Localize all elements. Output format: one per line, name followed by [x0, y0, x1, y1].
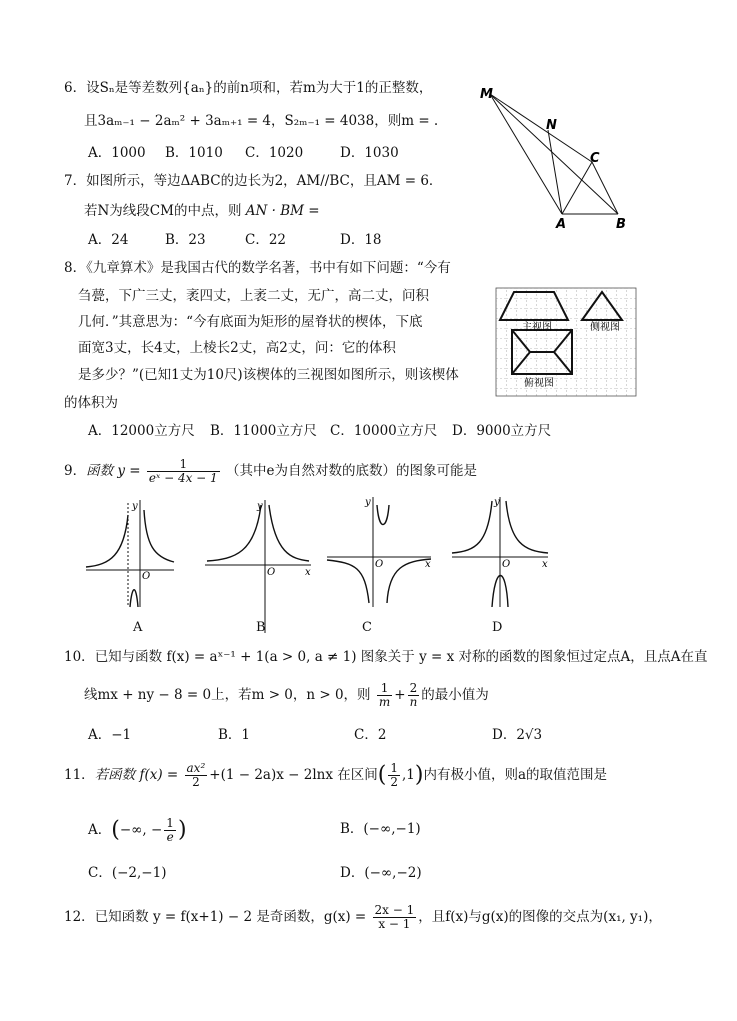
q8-stem-2: 刍甍，下广三丈，袤四丈，上袤二丈，无广，高二丈，问积: [78, 288, 429, 304]
q11-option-a: A．(−∞, − $\frac{1}{e}$ ): [88, 816, 187, 844]
q12-frac-den: x − 1: [378, 917, 411, 931]
q11-interval-num: 1: [390, 761, 398, 775]
y-axis-label: y: [494, 497, 500, 508]
q10-fraction-1: [377, 682, 392, 709]
graph-b-label: B: [256, 620, 266, 635]
q11-option-d: D．(−∞,−2): [340, 865, 422, 881]
x-axis-label: x: [305, 567, 311, 578]
q6-option-d: D．1030: [340, 145, 399, 161]
q7-stem-2: 若N为线段CM的中点，则: [84, 203, 242, 219]
q8-option-b: B．11000立方尺: [210, 423, 317, 439]
q8-stem-4: 面宽3丈，长4丈，上棱长2丈，高2丈，问：它的体积: [78, 340, 396, 356]
q10-stem-3: 的最小值为: [421, 687, 489, 703]
q9-suffix: （其中e为自然对数的底数）的图象可能是: [225, 463, 477, 479]
q11-option-c: C．(−2,−1): [88, 865, 167, 881]
q7-line2: [84, 202, 320, 220]
graph-a: [80, 495, 176, 610]
q6-option-b: B．1010: [165, 145, 223, 161]
graph-c-label: C: [362, 620, 372, 635]
front-view-label: 主视图: [522, 322, 552, 333]
q8-stem-3: 几何．”其意思为：“今有底面为矩形的屋脊状的楔体，下底: [78, 314, 423, 330]
q10-option-c: C．2: [354, 727, 387, 743]
q11-frac-den: 2: [192, 775, 200, 789]
q11-option-a-den: e: [166, 830, 174, 844]
q8-option-a: A．12000立方尺: [88, 423, 195, 439]
q11-interval-fraction: [388, 762, 400, 789]
q9-prefix: 函数 y =: [86, 463, 141, 479]
triangle-figure: [480, 84, 630, 234]
q10-frac1-den: m: [378, 695, 391, 709]
q9-frac-den: eˣ − 4x − 1: [148, 471, 218, 485]
label-a: A: [556, 217, 567, 232]
q9-line1: [64, 458, 477, 485]
q10-frac2-den: n: [409, 695, 418, 709]
q6-stem-1: 设Sₙ是等差数列{aₙ}的前n项和，若m为大于1的正整数，: [86, 80, 433, 96]
q10-plus: +: [394, 687, 406, 703]
q6-option-c: C．1020: [245, 145, 304, 161]
q7-option-a: A．24: [88, 232, 129, 248]
q7-option-d: D．18: [340, 232, 382, 248]
q11-line1: 11．若函数 f(x) = $\frac{\text{ax²}}{2}$ +(1 − 2a)x − 2lnx 在区间( $\frac{1}{2}$ ,1)内有极小值，则a的取值范围是: [64, 761, 608, 789]
q10-stem-2: 线mx + ny − 8 = 0上，若m > 0，n > 0，则: [84, 687, 371, 703]
graph-b: [205, 495, 315, 635]
q8-stem-6: 的体积为: [64, 395, 118, 411]
graph-d: [450, 495, 550, 610]
q7-option-b: B．23: [165, 232, 206, 248]
q11-interval-den: 2: [390, 775, 398, 789]
q8-number: 8．: [64, 260, 87, 276]
q10-stem-1: 已知与函数 f(x) = aˣ⁻¹ + 1(a > 0, a ≠ 1) 图象关于 y = x 对称的函数的图象恒过定点A，且点A在直: [94, 649, 708, 665]
q9-frac-num: 1: [147, 458, 220, 472]
origin-label: O: [502, 559, 511, 570]
q8-option-d: D．9000立方尺: [452, 423, 552, 439]
segment-ac: [562, 162, 592, 214]
q6-number: 6．: [64, 80, 87, 96]
q11-fraction: [185, 762, 208, 789]
segment-mc: [490, 94, 592, 162]
q11-middle: +(1 − 2a)x − 2lnx 在区间: [209, 767, 378, 783]
q11-option-a-num: 1: [166, 816, 174, 830]
segment-bc: [592, 162, 618, 214]
y-axis-label: y: [365, 497, 371, 508]
q7-line1: [64, 172, 442, 190]
q7-stem-1: 如图所示，等边ΔABC的边长为2，AM//BC，且AM = 6．: [86, 173, 443, 189]
q10-line2: [84, 682, 489, 709]
q6-stem-2: 且3aₘ₋₁ − 2aₘ² + 3aₘ₊₁ = 4，S₂ₘ₋₁ = 4038，则m = .: [84, 113, 439, 129]
three-view-figure: [496, 288, 636, 396]
q8-stem-5: 是多少？”(已知1丈为10尺)该楔体的三视图如图所示，则该楔体: [78, 367, 459, 383]
q12-suffix: ，且f(x)与g(x)的图像的交点为(x₁, y₁)，: [418, 909, 662, 925]
q11-interval-end: ,1: [401, 767, 415, 783]
q8-option-c: C．10000立方尺: [330, 423, 438, 439]
q12-fraction: [373, 904, 417, 931]
q8-stem-1: 《九章算术》是我国古代的数学名著，书中有如下问题：“今有: [86, 260, 451, 276]
label-b: B: [616, 217, 626, 232]
q10-option-a: A．−1: [88, 727, 132, 743]
q12-frac-num: 2x − 1: [374, 903, 415, 917]
q9-fraction: [147, 458, 220, 485]
origin-label: O: [267, 567, 276, 578]
label-c: C: [590, 151, 600, 166]
q12-prefix: 已知函数 y = f(x+1) − 2 是奇函数，g(x) =: [94, 909, 367, 925]
q10-frac1-num: 1: [377, 682, 392, 696]
origin-label: O: [142, 571, 151, 582]
graph-c: [325, 495, 435, 610]
q8-line1: [64, 259, 451, 277]
q10-option-b: B．1: [218, 727, 251, 743]
y-axis-label: y: [257, 501, 263, 512]
q10-line1: [64, 648, 708, 666]
q11-number: 11．: [64, 767, 95, 783]
segment-ma: [490, 94, 562, 214]
q12-line1: [64, 902, 662, 932]
q12-number: 12．: [64, 909, 95, 925]
label-m: M: [480, 87, 493, 102]
top-view-label: 俯视图: [524, 378, 554, 389]
side-view-label: 侧视图: [590, 322, 620, 333]
q11-option-a-fraction: [164, 817, 176, 844]
q7-option-c: C．22: [245, 232, 287, 248]
label-n: N: [546, 118, 557, 133]
q11-suffix: 内有极小值，则a的取值范围是: [423, 767, 608, 783]
origin-label: O: [375, 559, 384, 570]
q11-frac-num: ax²: [186, 761, 206, 775]
y-axis-label: y: [132, 501, 138, 512]
q7-number: 7．: [64, 173, 87, 189]
x-axis-label: x: [425, 559, 431, 570]
q11-prefix: 若函数 f(x) =: [94, 767, 179, 783]
graph-d-label: D: [492, 620, 503, 635]
q10-number: 10．: [64, 649, 95, 665]
q7-vector-expression: AN · BM =: [245, 203, 320, 219]
x-axis-label: x: [542, 559, 548, 570]
q11-option-b: B．(−∞,−1): [340, 821, 421, 837]
q6-option-a: A．1000: [88, 145, 146, 161]
q11-option-a-letter: A．: [88, 822, 112, 838]
q10-frac2-num: 2: [408, 682, 420, 696]
q9-number: 9．: [64, 463, 87, 479]
q10-option-d: D．2√3: [492, 727, 543, 743]
q11-option-a-left: −∞, −: [119, 822, 163, 838]
q6-line1: [64, 79, 432, 97]
grid-background: [496, 288, 636, 396]
graph-a-label: A: [133, 620, 143, 635]
q10-fraction-2: [408, 682, 420, 709]
